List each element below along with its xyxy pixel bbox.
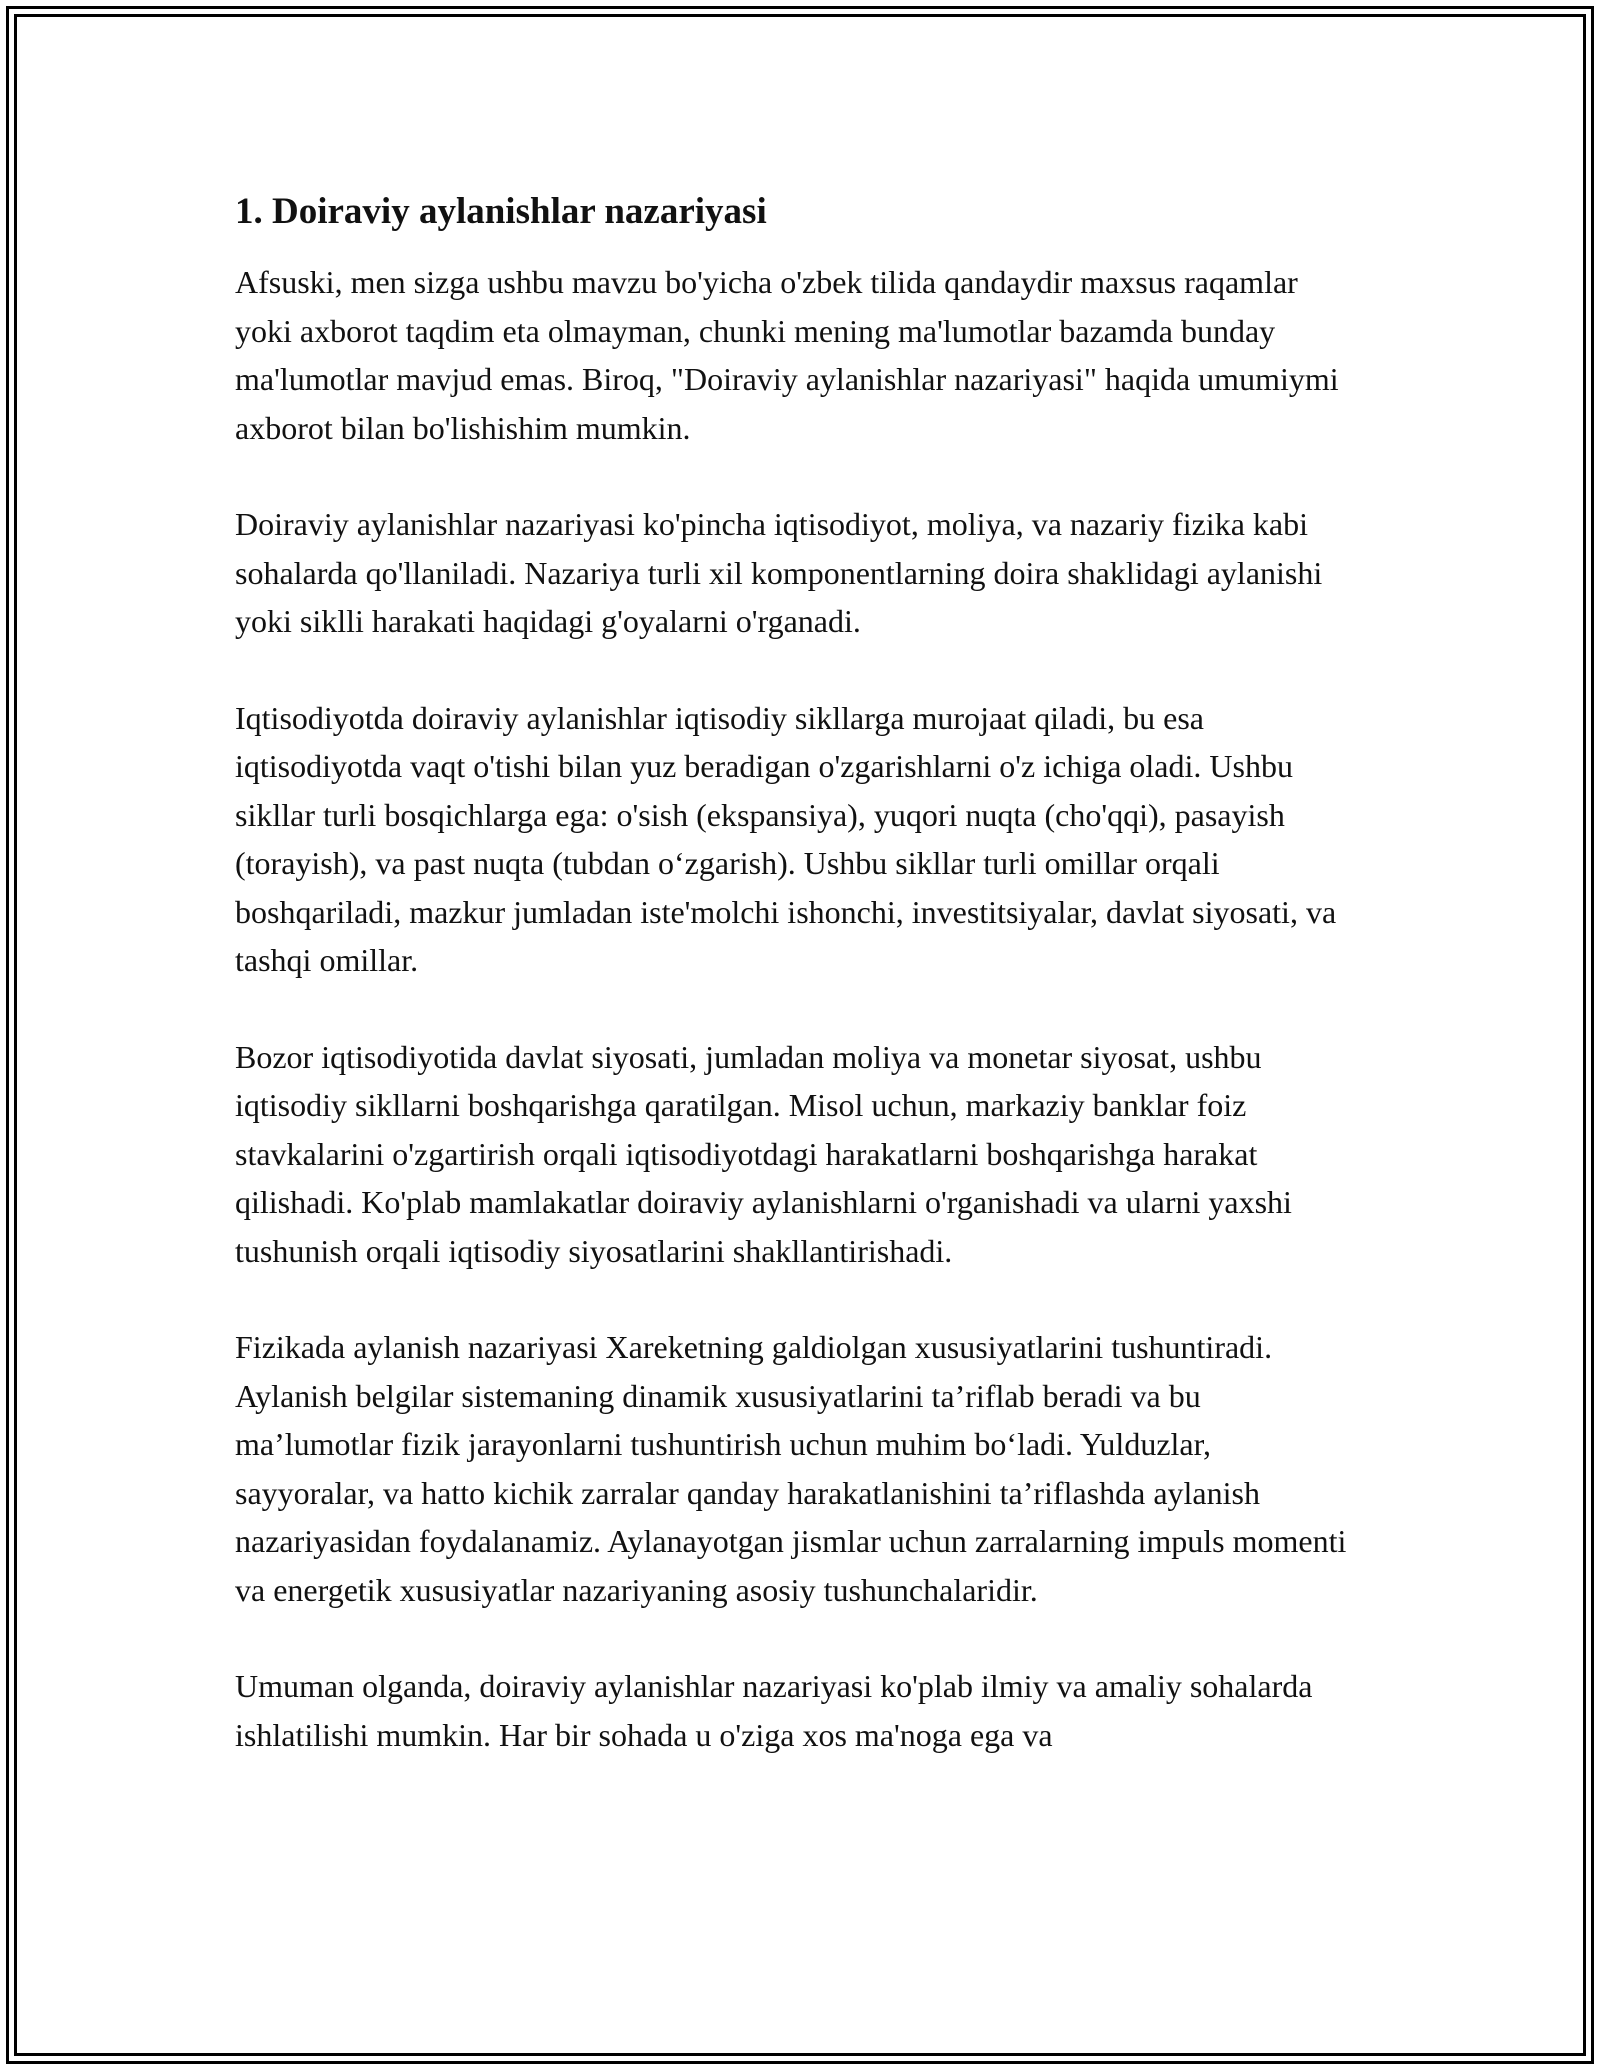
section-heading: 1. Doiraviy aylanishlar nazariyasi [235, 191, 767, 232]
paragraph-summary: Umuman olganda, doiraviy aylanishlar nazariyasi ko'plab ilmiy va amaliy sohalarda ishlatilishi mumkin. Har bir sohada u o'ziga xos ma'noga ega va [235, 1668, 1313, 1753]
paragraph-economics: Iqtisodiyotda doiraviy aylanishlar iqtisodiy sikllarga murojaat qiladi, bu esa iqtisodiyotda vaqt o'tishi bilan yuz beradigan o'zgarishlarni o'z ichiga oladi. Ushbu sikllar turli bosqichlarga ega: o'sish (ekspansiya), yuqori nuqta (cho'qqi), pasayish (torayish), va past nuqta (tubdan o‘zgarish). Ushbu sikllar turli omillar orqali boshqariladi, mazkur jumladan iste'molchi ishonchi, investitsiyalar, davlat siyosati, va tashqi omillar. [235, 699, 1337, 978]
paragraph-overview: Doiraviy aylanishlar nazariyasi ko'pincha iqtisodiyot, moliya, va nazariy fizika kabi sohalarda qo'llaniladi. Nazariya turli xil komponentlarning doira shaklidagi aylanishi yoki siklli harakati haqidagi g'oyalarni o'rganadi. [235, 506, 1323, 639]
document-body [235, 186, 1355, 1807]
paragraph-intro: Afsuski, men sizga ushbu mavzu bo'yicha o'zbek tilida qandaydir maxsus raqamlar yoki axborot taqdim eta olmayman, chunki mening ma'lumotlar bazamda bunday ma'lumotlar mavjud emas. Biroq, "Doiraviy aylanishlar nazariyasi" haqida umumiymi axborot bilan bo'lishishim mumkin. [235, 264, 1339, 446]
paragraph-physics: Fizikada aylanish nazariyasi Xareketning galdiolgan xususiyatlarini tushuntiradi. Aylanish belgilar sistemaning dinamik xususiyatlarini ta’riflab beradi va bu ma’lumotlar fizik jarayonlarni tushuntirish uchun muhim bo‘ladi. Yulduzlar, sayyoralar, va hatto kichik zarralar qanday harakatlanishini ta’riflashda aylanish nazariyasidan foydalanamiz. Aylanayotgan jismlar uchun zarralarning impuls momenti va energetik xususiyatlar nazariyaning asosiy tushunchalaridir. [235, 1329, 1347, 1608]
paragraph-policy: Bozor iqtisodiyotida davlat siyosati, jumladan moliya va monetar siyosat, ushbu iqtisodiy sikllarni boshqarishga qaratilgan. Misol uchun, markaziy banklar foiz stavkalarini o'zgartirish orqali iqtisodiyotdagi harakatlarni boshqarishga harakat qilishadi. Ko'plab mamlakatlar doiraviy aylanishlarni o'rganishadi va ularni yaxshi tushunish orqali iqtisodiy siyosatlarini shakllantirishadi. [235, 1038, 1292, 1269]
